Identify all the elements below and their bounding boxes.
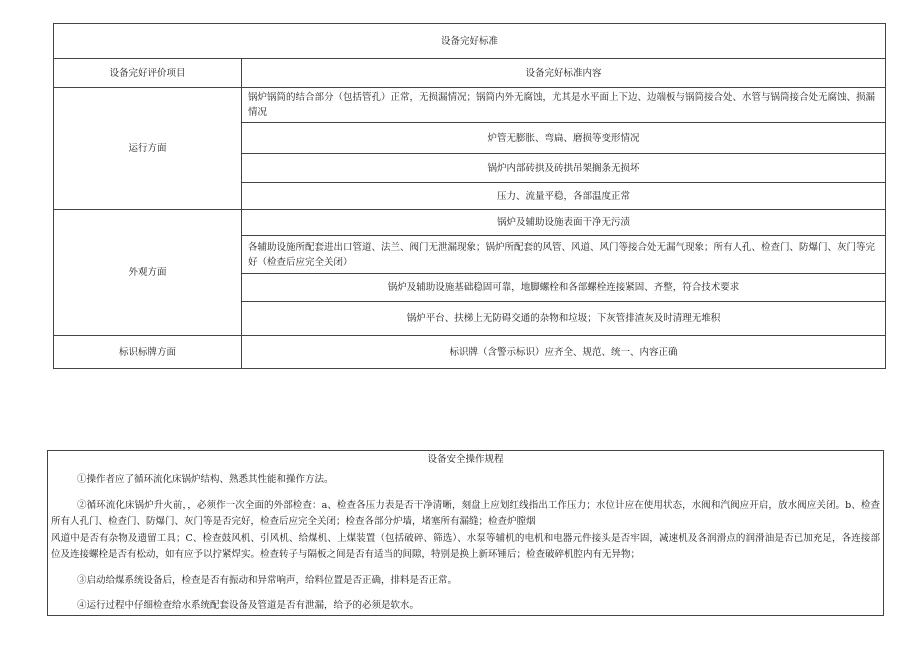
standard-item: 锅炉内部砖拱及砖拱吊架搁条无损坏	[242, 154, 886, 183]
standard-item: 各辅助设施所配套进出口管道、法兰、阀门无泄漏现象；锅炉所配套的风管、风道、风门等接合处无漏气现象；所有人孔、检查门、防爆门、灰门等完好（检查后应完全关闭）	[242, 236, 886, 274]
header-evaluation-item: 设备完好评价项目	[54, 59, 242, 88]
standard-item: 炉管无膨胀、弯扁、磨损等变形情况	[242, 123, 886, 154]
procedure-paragraph-5: ④运行过程中仔细检查给水系统配套设备及管道是否有泄漏，给予的必须是软水。	[77, 600, 420, 611]
section-signage: 标识标牌方面	[54, 336, 242, 369]
safety-procedures-box	[47, 450, 884, 616]
procedures-title: 设备安全操作规程	[427, 454, 504, 465]
section-operation: 运行方面	[54, 88, 242, 210]
procedure-paragraph-3: 风道中是否有杂物及遗留工具；C、检查鼓风机、引风机、给煤机、上煤装置（包括破碎、筛选）、水泵等辅机的电机和电器元件接头是否牢固，减速机及各润滑点的润滑油是否已加充足，各连接部位及连接螺栓是否有松动，如有应予以拧紧焊实。检查转子与隔板之间是否有适当的间隙，特别是换上新环锤后；检查破碎机腔内有无异物；	[51, 532, 880, 560]
standard-item: 锅炉及辅助设施表面干净无污渍	[242, 210, 886, 236]
standard-item: 锅炉及辅助设施基础稳固可靠，地脚螺栓和各部螺栓连接紧固、齐整，符合技术要求	[242, 274, 886, 302]
standard-item: 压力、流量平稳，各部温度正常	[242, 183, 886, 210]
procedure-paragraph-2: ②循环流化床锅炉升火前，，必须作一次全面的外部检查：a、检查各压力表是否干净清晰，刻盘上应划红线指出工作压力；水位计应在使用状态，水阀和汽阀应开启，放水阀应关闭。b、检查所有人孔门、检查门、防爆门、灰门等是否完好，检查后应完全关闭；检查各部分炉墙，堵塞所有漏缝；检查炉膛烟	[51, 499, 880, 527]
header-standard-content: 设备完好标准内容	[242, 59, 886, 88]
standard-item: 锅炉锅筒的结合部分（包括管孔）正常，无损漏情况；锅筒内外无腐蚀，尤其是水平面上下边、边端板与锅筒接合处、水管与锅筒接合处无腐蚀、损漏情况	[242, 88, 886, 123]
section-appearance: 外观方面	[54, 210, 242, 336]
table-title: 设备完好标准	[54, 24, 886, 59]
standard-item: 标识牌（含警示标识）应齐全、规范、统一、内容正确	[242, 336, 886, 369]
procedure-paragraph-4: ③启动给煤系统设备后，检查是否有振动和异常响声，给料位置是否正确，排料是否正常。	[77, 574, 458, 586]
procedure-paragraph-1: ①操作者应了循环流化床锅炉结构、熟悉其性能和操作方法。	[77, 474, 334, 485]
standard-item: 锅炉平台、扶梯上无防碍交通的杂物和垃圾；下灰管排渣灰及时清理无堆积	[242, 302, 886, 336]
equipment-standards-table	[53, 23, 886, 369]
